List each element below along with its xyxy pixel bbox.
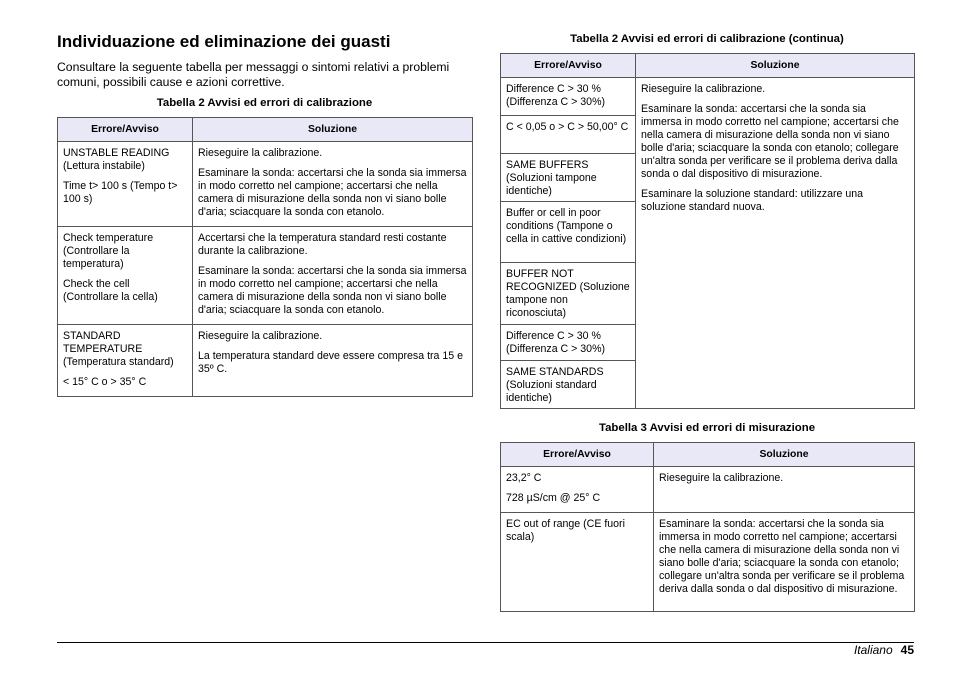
error-cell [58,227,193,325]
table2-col-solution: Soluzione [193,118,473,142]
table2c-caption: Tabella 2 Avvisi ed errori di calibrazione (continua) [570,33,844,45]
solution-text: Rieseguire la calibrazione. [198,330,323,342]
error-cell: Difference C > 30 % (Differenza C > 30%) [501,325,636,361]
table-row [58,142,473,227]
table3-col-error: Errore/Avviso [501,443,654,467]
table-row [501,467,915,513]
page-title: Individuazione ed eliminazione dei guasti [57,32,391,51]
intro-paragraph: Consultare la seguente tabella per messaggi o sintomi relativi a problemi comuni, possibili cause e azioni correttive. [57,60,450,89]
error-text: STANDARD TEMPERATURE (Temperatura standard) [63,330,174,368]
solution-cell [654,467,915,513]
table2-continued [500,53,915,409]
table-row [501,78,915,116]
error-cell: Difference C > 30 % (Differenza C > 30%) [501,78,636,116]
solution-cell [193,325,473,397]
error-text: 23,2° C [506,472,542,484]
table-row [58,325,473,397]
error-cell [501,467,654,513]
error-text: Check the cell (Controllare la cella) [63,278,158,303]
table2-caption: Tabella 2 Avvisi ed errori di calibrazione [156,97,373,109]
table-row [501,513,915,612]
solution-text: Esaminare la sonda: accertarsi che la sonda sia immersa in modo corretto nel campione; accertarsi che nella camera di misurazione della sonda non vi siano bolle d'aria; sciacquare la sonda con etanolo; collegare un'altra sonda per verificare se il problema deriva dalla sonda o dal dispositivo di misurazione. [641,103,899,180]
table2-col-error: Errore/Avviso [58,118,193,142]
solution-cell [654,513,915,612]
error-cell: SAME BUFFERS (Soluzioni tampone identiche) [501,154,636,202]
table2 [57,117,473,397]
solution-text: Esaminare la sonda: accertarsi che la sonda sia immersa in modo corretto nel campione; accertarsi che nella camera di misurazione della sonda non vi siano bolle d'aria; sciacquare la sonda con etanolo. [198,167,467,218]
table3 [500,442,915,612]
table2c-header-row [501,54,915,78]
table3-header-row [501,443,915,467]
page-footer [854,643,914,657]
solution-text: La temperatura standard deve essere compresa tra 15 e 35º C. [198,350,463,375]
solution-cell [636,78,915,409]
table2-header-row [58,118,473,142]
table-row [58,227,473,325]
error-text: EC out of range (CE fuori scala) [506,518,625,543]
solution-text: Esaminare la sonda: accertarsi che la sonda sia immersa in modo corretto nel campione; accertarsi che nella camera di misurazione della sonda non vi siano bolle d'aria; sciacquare la sonda con etanolo. [198,265,467,316]
solution-text: Rieseguire la calibrazione. [659,472,784,484]
solution-cell [193,142,473,227]
error-cell: C < 0,05 o > C > 50,00° C [501,116,636,154]
table2c-col-solution: Soluzione [636,54,915,78]
solution-cell [193,227,473,325]
solution-text: Esaminare la sonda: accertarsi che la sonda sia immersa in modo corretto nel campione; accertarsi che nella camera di misurazione della sonda non vi siano bolle d'aria; sciacquare la sonda con etanolo; collegare un'altra sonda per verificare se il problema deriva dalla sonda o dal dispositivo di misurazione. [659,518,905,595]
error-cell: SAME STANDARDS (Soluzioni standard identiche) [501,361,636,409]
error-cell [58,325,193,397]
error-cell [58,142,193,227]
error-text: Check temperature (Controllare la temperatura) [63,232,154,270]
solution-text: Rieseguire la calibrazione. [641,83,766,95]
error-cell: Buffer or cell in poor conditions (Tampone o cella in cattive condizioni) [501,202,636,263]
error-cell [501,513,654,612]
error-text: UNSTABLE READING (Lettura instabile) [63,147,170,172]
table2c-col-error: Errore/Avviso [501,54,636,78]
solution-text: Rieseguire la calibrazione. [198,147,323,159]
error-text: < 15° C o > 35° C [63,376,147,388]
table3-caption: Tabella 3 Avvisi ed errori di misurazione [598,422,816,434]
solution-text: Esaminare la soluzione standard: utilizzare una soluzione standard nuova. [641,188,864,213]
error-cell: BUFFER NOT RECOGNIZED (Soluzione tampone non riconosciuta) [501,263,636,325]
footer-language: Italiano [853,643,893,657]
table3-col-solution: Soluzione [654,443,915,467]
page-number: 45 [900,643,914,657]
error-text: 728 µS/cm @ 25° C [506,492,601,504]
error-text: Time t> 100 s (Tempo t> 100 s) [63,180,178,205]
solution-text: Accertarsi che la temperatura standard resti costante durante la calibrazione. [198,232,447,257]
footer-divider [57,642,914,643]
